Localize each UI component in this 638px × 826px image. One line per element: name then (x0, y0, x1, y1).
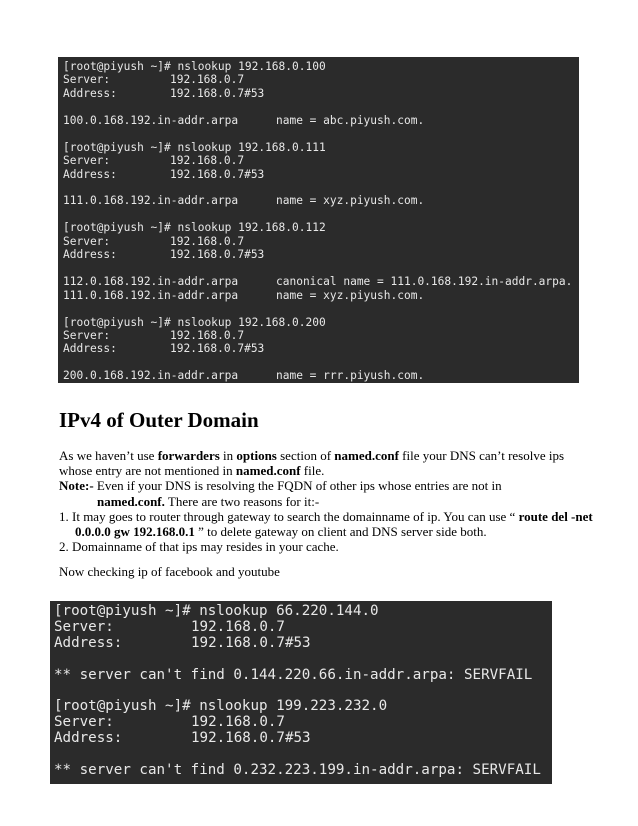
command-text: route del -net (518, 508, 593, 524)
server-label: Server: (63, 328, 111, 342)
server-label: Server: (54, 618, 114, 635)
address-label: Address: (63, 248, 117, 262)
bold-text: options (236, 448, 277, 463)
terminal-prompt-line: [root@piyush ~]# nslookup 192.168.0.112 (63, 221, 326, 235)
address-label: Address: (54, 634, 123, 651)
server-value: 192.168.0.7 (170, 328, 245, 342)
terminal-prompt-line: [root@piyush ~]# nslookup 199.223.232.0 (54, 698, 388, 715)
bold-text: forwarders (157, 448, 220, 463)
ptr-result-line (63, 194, 579, 207)
server-value: 192.168.0.7 (170, 154, 245, 168)
bold-text: named.conf (334, 448, 399, 463)
terminal-prompt-line: [root@piyush ~]# nslookup 192.168.0.111 (63, 140, 326, 154)
address-value: 192.168.0.7#53 (170, 86, 265, 100)
server-label: Server: (63, 154, 111, 168)
server-label: Server: (63, 73, 111, 87)
server-line (63, 235, 579, 248)
bold-text: named.conf. (97, 493, 165, 509)
reason-2: 2. Domainname of that ips may resides in your cache. (59, 539, 339, 555)
server-value: 192.168.0.7 (191, 714, 285, 731)
address-label: Address: (54, 730, 123, 747)
note-label: Note:- (59, 478, 94, 494)
ptr-result-line (63, 369, 579, 382)
ptr-value: name = rrr.piyush.com. (276, 369, 425, 383)
note (59, 478, 599, 493)
checking-text: Now checking ip of facebook and youtube (59, 564, 280, 579)
text: There are two reasons for it:- (164, 493, 320, 509)
address-value: 192.168.0.7#53 (191, 730, 311, 747)
text: ” to delete gateway on client and DNS server side both. (194, 524, 487, 540)
terminal-prompt-line: [root@piyush ~]# nslookup 66.220.144.0 (54, 603, 379, 619)
ptr-value: name = xyz.piyush.com. (276, 288, 425, 302)
text: 1. It may goes to router through gateway to search the domainname of ip. You can use “ (59, 508, 519, 524)
address-label: Address: (63, 167, 117, 181)
address-value: 192.168.0.7#53 (170, 248, 265, 262)
address-value: 192.168.0.7#53 (191, 634, 311, 651)
address-line (54, 731, 552, 747)
text: file your DNS can’t resolve ips (398, 448, 565, 463)
ptr-record: 112.0.168.192.in-addr.arpa (63, 275, 239, 289)
ptr-value: name = abc.piyush.com. (276, 113, 425, 127)
address-line (63, 342, 579, 355)
command-text: 0.0.0.0 gw 192.168.0.1 (75, 524, 195, 540)
server-label: Server: (54, 714, 114, 731)
address-label: Address: (63, 86, 117, 100)
server-line (63, 73, 579, 86)
server-value: 192.168.0.7 (170, 234, 245, 248)
ptr-value: canonical name = 111.0.168.192.in-addr.arpa. (276, 275, 573, 289)
address-value: 192.168.0.7#53 (170, 167, 265, 181)
terminal-prompt-line: [root@piyush ~]# nslookup 192.168.0.100 (63, 60, 326, 73)
bold-text: named.conf (235, 463, 301, 479)
ptr-result-line (63, 289, 579, 302)
paragraph-forwarders (59, 448, 599, 554)
server-line (54, 620, 552, 636)
error-line: ** server can't find 0.232.223.199.in-addr.arpa: SERVFAIL (54, 762, 541, 779)
address-line (63, 87, 579, 100)
ptr-record: 111.0.168.192.in-addr.arpa (63, 288, 239, 302)
text: Even if your DNS is resolving the FQDN of other ips whose entries are not in (93, 478, 502, 494)
error-line: ** server can't find 0.144.220.66.in-addr.arpa: SERVFAIL (54, 666, 533, 683)
ptr-record: 111.0.168.192.in-addr.arpa (63, 194, 239, 208)
terminal-screenshot-reverse-lookups (58, 57, 579, 383)
section-heading: IPv4 of Outer Domain (59, 408, 259, 432)
text: in (219, 448, 237, 463)
ptr-result-line (63, 114, 579, 127)
text: whose entry are not mentioned in (59, 463, 236, 479)
server-value: 192.168.0.7 (191, 618, 285, 635)
terminal-prompt-line: [root@piyush ~]# nslookup 192.168.0.200 (63, 315, 326, 329)
address-line (63, 168, 579, 181)
terminal-screenshot-servfail (50, 601, 552, 784)
text: As we haven’t use (59, 448, 158, 463)
address-line (54, 636, 552, 652)
server-line (54, 715, 552, 731)
address-label: Address: (63, 342, 117, 356)
server-line (63, 154, 579, 167)
server-label: Server: (63, 234, 111, 248)
ptr-result-line (63, 275, 579, 288)
server-value: 192.168.0.7 (170, 73, 245, 87)
reason-1 (59, 509, 599, 524)
server-line (63, 329, 579, 342)
address-value: 192.168.0.7#53 (170, 342, 265, 356)
ptr-value: name = xyz.piyush.com. (276, 194, 425, 208)
address-line (63, 248, 579, 261)
ptr-record: 100.0.168.192.in-addr.arpa (63, 113, 239, 127)
text: file. (300, 463, 325, 479)
text: section of (276, 448, 335, 463)
ptr-record: 200.0.168.192.in-addr.arpa (63, 369, 239, 383)
